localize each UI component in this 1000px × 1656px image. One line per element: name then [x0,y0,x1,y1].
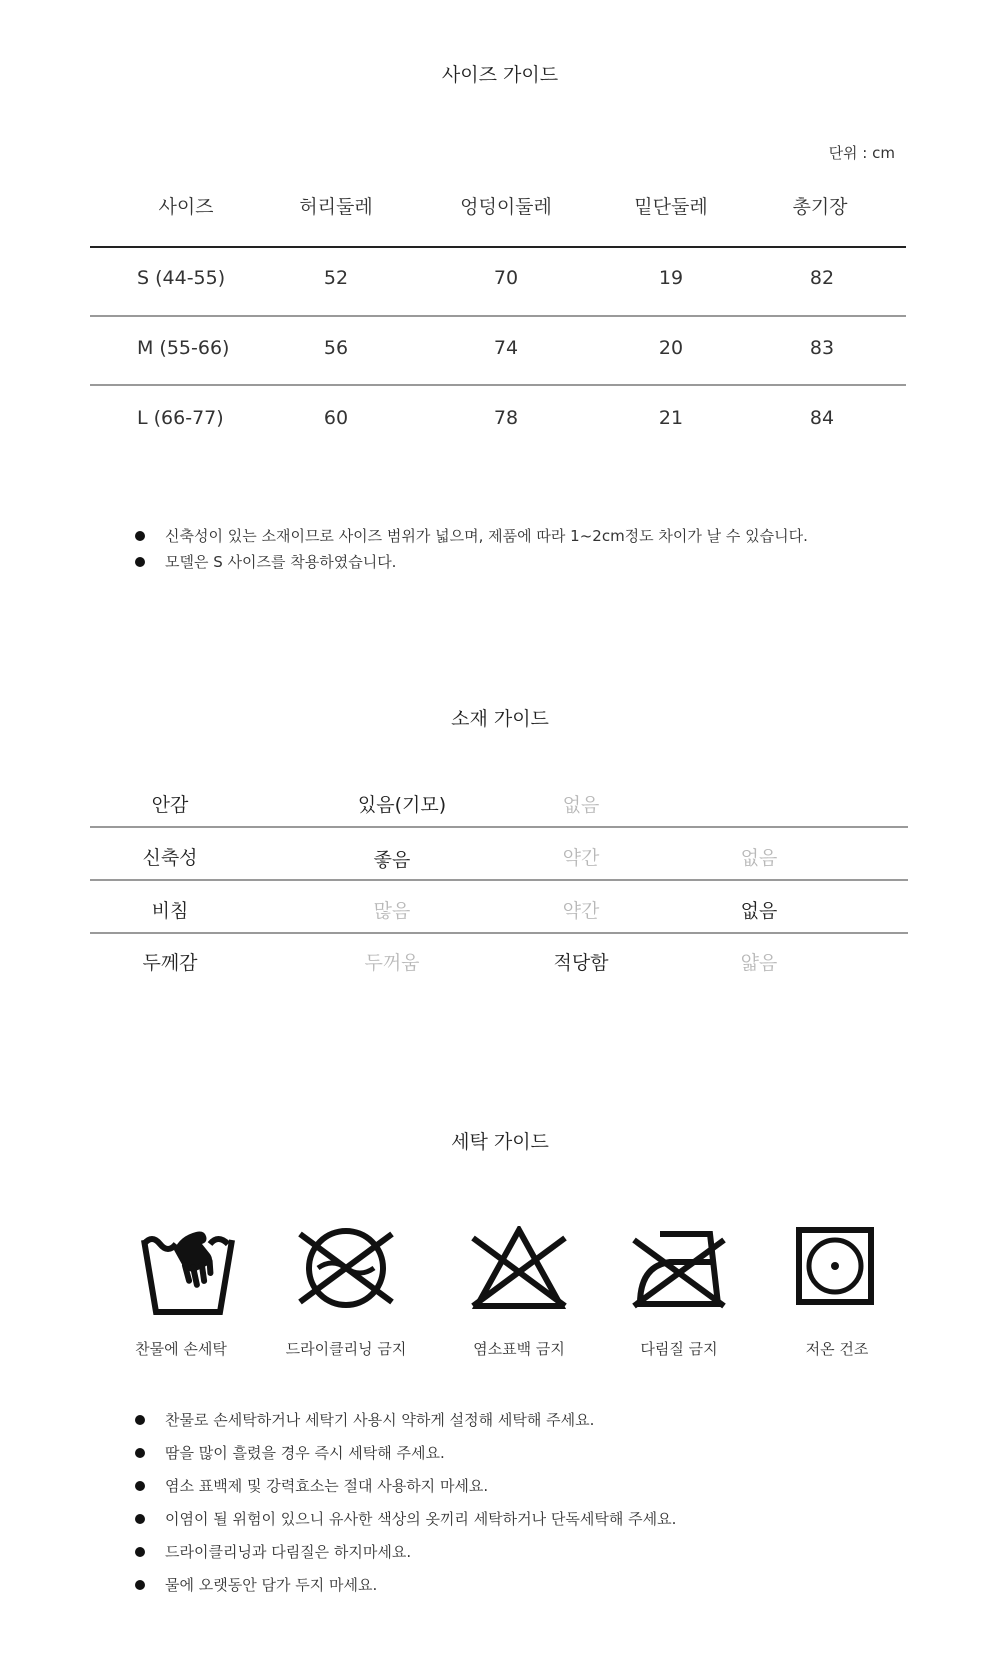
material-option: 약간 [562,900,600,922]
bullet-dot [135,1514,145,1524]
wash-notes [135,1404,676,1602]
table-cell: 83 [809,337,835,359]
list-item [135,1404,676,1437]
material-option: 많음 [373,900,411,922]
table-cell: M (55-66) [137,337,230,359]
wash-label: 염소표백 금지 [473,1340,565,1358]
table-cell: 21 [658,407,684,429]
material-option: 없음 [740,847,778,869]
material-label-stretch: 신축성 [142,847,198,869]
list-item [135,549,808,575]
note-text: 이염이 될 위험이 있으니 유사한 색상의 옷끼리 세탁하거나 단독세탁해 주세요. [165,1510,677,1528]
note-text: 찬물로 손세탁하거나 세탁기 사용시 약하게 설정해 세탁해 주세요. [165,1411,595,1429]
wash-label: 저온 건조 [805,1340,869,1358]
material-option: 좋음 [373,849,411,871]
bullet-dot [135,557,145,567]
list-item [135,1569,676,1602]
header-rule [90,246,906,248]
bullet-dot [135,1580,145,1590]
no-bleach-icon [469,1226,569,1312]
material-label-thickness: 두께감 [142,952,198,974]
wash-guide-title: 세탁 가이드 [451,1131,549,1153]
table-cell: 60 [323,407,349,429]
material-option: 약간 [562,847,600,869]
row-rule [90,826,908,828]
list-item [135,1503,676,1536]
table-cell: 78 [493,407,519,429]
material-option: 얇음 [740,952,778,974]
row-rule [90,384,906,386]
note-text: 땀을 많이 흘렸을 경우 즉시 세탁해 주세요. [165,1444,445,1462]
material-option: 없음 [562,794,600,816]
table-cell: 84 [809,407,835,429]
material-option: 있음(기모) [357,794,447,816]
list-item [135,1437,676,1470]
unit-label: 단위 : cm [828,144,895,162]
note-text: 모델은 S 사이즈를 착용하였습니다. [165,553,397,571]
material-option: 적당함 [553,952,609,974]
wash-label: 다림질 금지 [640,1340,718,1358]
note-text: 신축성이 있는 소재이므로 사이즈 범위가 넓으며, 제품에 따라 1~2cm정도 차이가 날 수 있습니다. [165,527,808,545]
size-notes [135,523,808,575]
header-size: 사이즈 [158,196,214,218]
note-text: 물에 오랫동안 담가 두지 마세요. [165,1576,378,1594]
bullet-dot [135,1448,145,1458]
no-dry-clean-icon [296,1228,396,1308]
material-option: 없음 [740,900,778,922]
note-text: 염소 표백제 및 강력효소는 절대 사용하지 마세요. [165,1477,489,1495]
material-label-sheer: 비침 [151,900,189,922]
bullet-dot [135,1481,145,1491]
table-cell: 52 [323,267,349,289]
bullet-dot [135,531,145,541]
table-cell: 20 [658,337,684,359]
material-option: 두꺼움 [364,952,420,974]
wash-label: 드라이클리닝 금지 [285,1340,407,1358]
table-cell: L (66-77) [137,407,224,429]
bullet-dot [135,1415,145,1425]
no-iron-icon [630,1226,730,1312]
row-rule [90,879,908,881]
row-rule [90,315,906,317]
header-length: 총기장 [792,196,848,218]
wash-label: 찬물에 손세탁 [135,1340,227,1358]
note-text: 드라이클리닝과 다림질은 하지마세요. [165,1543,412,1561]
table-cell: 70 [493,267,519,289]
table-cell: 82 [809,267,835,289]
header-waist: 허리둘레 [299,196,373,218]
tumble-dry-icon [795,1226,875,1306]
hand-wash-icon [140,1228,236,1316]
table-cell: 56 [323,337,349,359]
row-rule [90,932,908,934]
material-guide-title: 소재 가이드 [451,708,549,730]
list-item [135,1536,676,1569]
table-cell: 74 [493,337,519,359]
list-item [135,523,808,549]
list-item [135,1470,676,1503]
header-hip: 엉덩이둘레 [460,196,552,218]
size-guide-title: 사이즈 가이드 [441,64,559,86]
bullet-dot [135,1547,145,1557]
material-label-lining: 안감 [151,794,189,816]
table-cell: 19 [658,267,684,289]
header-hem: 밑단둘레 [634,196,708,218]
table-cell: S (44-55) [137,267,226,289]
